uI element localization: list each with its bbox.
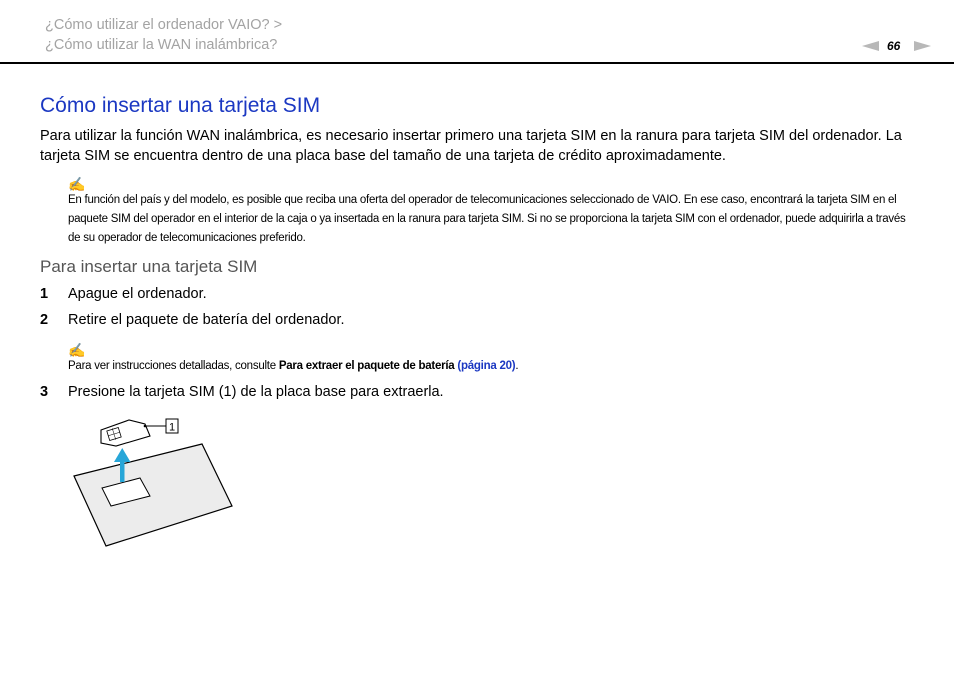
page-navigation (862, 38, 934, 54)
battery-reference: Para extraer el paquete de batería (278, 360, 455, 372)
step-number: 3 (40, 384, 49, 400)
procedure-step (40, 284, 207, 304)
base-card-plate (74, 444, 232, 546)
step-text: Retire el paquete de batería del ordenador. (68, 312, 345, 328)
breadcrumb-line-1[interactable]: ¿Cómo utilizar el ordenador VAIO? > (45, 17, 283, 33)
note-text: En función del país y del modelo, es posible que reciba una oferta del operador de telecomunicaciones seleccionado de VAIO. En ese caso, encontrará la tarjeta SIM en el paquete SIM del operador en el interior de la caja o ya insertada en la ranura para tarjeta SIM. Si no se proporciona la tarjeta SIM con el ordenador, puede adquirirla a través de su operador de telecomunicaciones preferido. (68, 194, 906, 244)
step-text: Apague el ordenador. (68, 286, 207, 302)
header-divider (0, 62, 954, 64)
previous-page-icon[interactable] (862, 41, 879, 51)
procedure-step (40, 310, 345, 330)
step-text: Presione la tarjeta SIM (1) de la placa base para extraerla. (68, 384, 444, 400)
reference-note (68, 357, 918, 376)
page-link[interactable]: (página 20) (457, 360, 516, 372)
step-number: 2 (40, 312, 49, 328)
callout-label: 1 (168, 421, 176, 434)
note-pencil-icon: ✍ (68, 176, 86, 192)
step-number: 1 (40, 286, 49, 302)
sim-card-diagram (70, 410, 250, 550)
note-suffix: . (515, 360, 519, 372)
page-number: 66 (887, 39, 901, 53)
sim-card (101, 420, 150, 446)
page-title: Cómo insertar una tarjeta SIM (40, 94, 321, 117)
sim-card-illustration (70, 410, 250, 550)
breadcrumb (45, 15, 282, 55)
next-page-icon[interactable] (914, 41, 931, 51)
procedure-step (40, 382, 444, 402)
note-prefix: Para ver instrucciones detalladas, consulte (68, 360, 279, 372)
note-pencil-icon: ✍ (68, 342, 86, 358)
procedure-heading: Para insertar una tarjeta SIM (40, 257, 258, 276)
breadcrumb-line-2[interactable]: ¿Cómo utilizar la WAN inalámbrica? (45, 37, 278, 53)
intro-paragraph: Para utilizar la función WAN inalámbrica, es necesario insertar primero una tarjeta SIM en la ranura para tarjeta SIM del ordenador. La tarjeta SIM se encuentra dentro de una placa base del tamaño de una tarjeta de crédito aproximadamente. (40, 128, 902, 164)
